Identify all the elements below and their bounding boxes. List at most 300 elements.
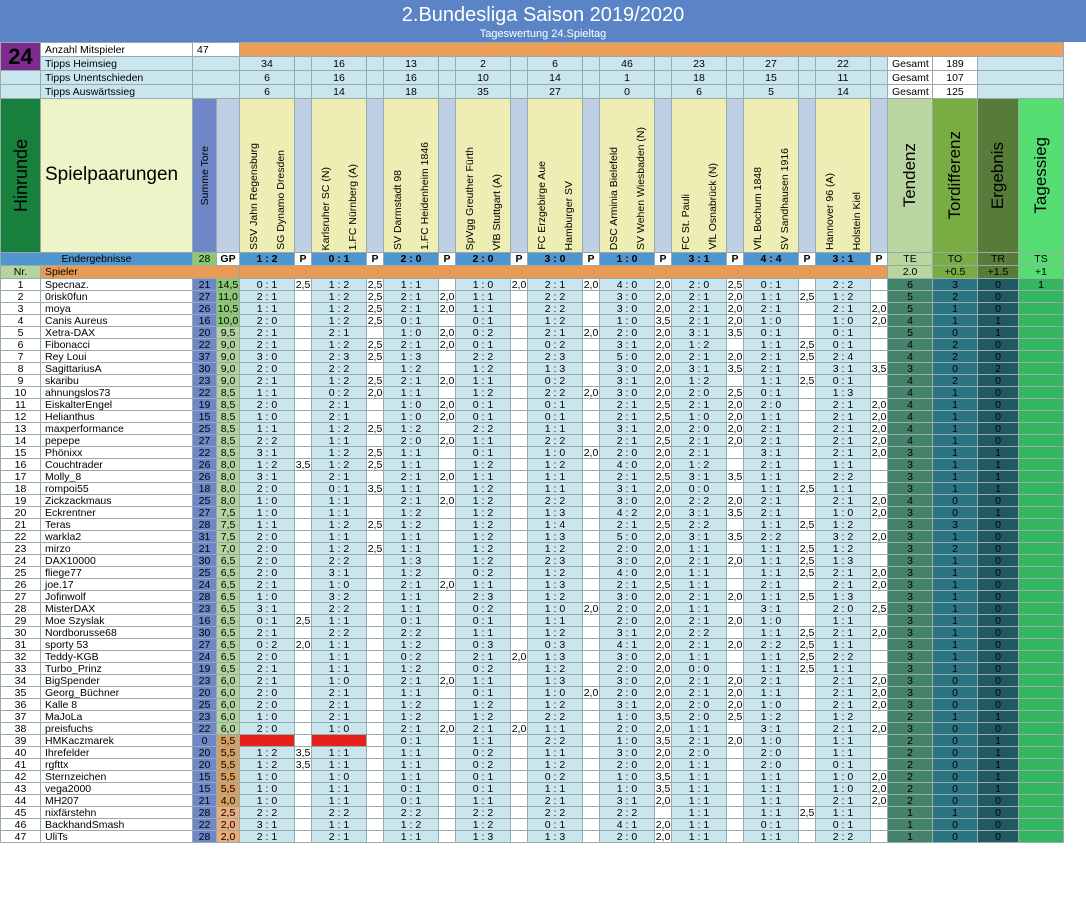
player-to: 0 bbox=[933, 831, 978, 843]
away-team: 1.FC Nürnberg (A) bbox=[346, 163, 359, 250]
player-tip: 1 : 0 bbox=[240, 495, 295, 507]
player-tip: 1 : 1 bbox=[528, 783, 583, 795]
player-to: 0 bbox=[933, 675, 978, 687]
player-tip-points: 2,0 bbox=[655, 482, 671, 495]
player-to: 1 bbox=[933, 627, 978, 639]
match-result: 3 : 1 bbox=[672, 253, 727, 266]
player-nr: 18 bbox=[1, 483, 41, 495]
player-tip-points: 3,5 bbox=[727, 326, 743, 339]
hinrunde-label: Hinrunde bbox=[10, 138, 31, 213]
player-te: 3 bbox=[888, 531, 933, 543]
player-tip-points bbox=[727, 663, 744, 675]
player-tip: 0 : 2 bbox=[456, 759, 511, 771]
player-goals: 28 bbox=[193, 591, 217, 603]
player-tr: 0 bbox=[978, 495, 1019, 507]
player-tip-points: 2,5 bbox=[799, 482, 815, 495]
player-tip-points: 2,5 bbox=[799, 290, 815, 303]
player-tip-points: 2,0 bbox=[439, 578, 455, 591]
player-points: 2,0 bbox=[217, 819, 240, 831]
player-te: 2 bbox=[888, 759, 933, 771]
player-tip-points bbox=[295, 687, 312, 699]
table-row bbox=[1, 603, 1064, 615]
player-tip: 2 : 0 bbox=[600, 759, 655, 771]
player-tip: 1 : 1 bbox=[312, 639, 367, 651]
table-row bbox=[1, 555, 1064, 567]
player-points: 5,5 bbox=[217, 783, 240, 795]
player-goals: 30 bbox=[193, 627, 217, 639]
player-tip: 2 : 1 bbox=[816, 675, 871, 687]
player-to: 1 bbox=[933, 303, 978, 315]
player-tip-points: 2,5 bbox=[799, 650, 815, 663]
player-nr: 29 bbox=[1, 615, 41, 627]
player-tip-points: 2,0 bbox=[655, 386, 671, 399]
endergebnisse-label: Endergebnisse bbox=[1, 253, 193, 266]
tip-count-draw: 14 bbox=[528, 71, 583, 85]
player-tip: 3 : 1 bbox=[744, 723, 799, 735]
player-tip: 2 : 2 bbox=[312, 603, 367, 615]
player-tip-points bbox=[511, 387, 528, 399]
match-header bbox=[672, 99, 727, 253]
player-tr: 0 bbox=[978, 279, 1019, 291]
player-tip: 2 : 0 bbox=[600, 831, 655, 843]
player-points: 5,5 bbox=[217, 735, 240, 747]
player-tip: 2 : 1 bbox=[816, 423, 871, 435]
player-goals: 22 bbox=[193, 339, 217, 351]
player-tip-points: 2,5 bbox=[367, 518, 383, 531]
player-tip-points bbox=[295, 447, 312, 459]
nr-header: Nr. bbox=[1, 266, 41, 279]
player-tip: 1 : 2 bbox=[312, 519, 367, 531]
table-row bbox=[1, 795, 1064, 807]
player-tr: 0 bbox=[978, 687, 1019, 699]
player-to: 1 bbox=[933, 567, 978, 579]
player-ts bbox=[1019, 687, 1064, 699]
player-tip-points bbox=[727, 807, 744, 819]
player-tip: 1 : 0 bbox=[240, 771, 295, 783]
player-to: 0 bbox=[933, 723, 978, 735]
home-team: FC Erzgebirge Aue bbox=[535, 161, 548, 250]
player-tip: 1 : 3 bbox=[528, 651, 583, 663]
player-ts bbox=[1019, 795, 1064, 807]
away-team: Hamburger SV bbox=[562, 180, 575, 250]
player-tip: 3 : 0 bbox=[600, 495, 655, 507]
tip-gap bbox=[799, 85, 816, 99]
player-tip-points bbox=[295, 663, 312, 675]
player-tip: 1 : 1 bbox=[744, 519, 799, 531]
player-tip-points bbox=[511, 783, 528, 795]
player-tip-points bbox=[871, 327, 888, 339]
player-tr: 1 bbox=[978, 783, 1019, 795]
player-tip-points bbox=[295, 699, 312, 711]
player-tip-points: 2,0 bbox=[655, 278, 671, 291]
table-row bbox=[1, 579, 1064, 591]
gp-header bbox=[217, 99, 240, 253]
player-tip-points: 2,0 bbox=[655, 638, 671, 651]
tip-count-home: 34 bbox=[240, 57, 295, 71]
player-tip: 2 : 1 bbox=[600, 519, 655, 531]
tip-count-home: 2 bbox=[456, 57, 511, 71]
player-tip-points: 2,0 bbox=[583, 602, 599, 615]
player-tip: 1 : 1 bbox=[672, 819, 727, 831]
tip-gap bbox=[799, 57, 816, 71]
player-goals: 30 bbox=[193, 555, 217, 567]
player-tip: 2 : 1 bbox=[744, 579, 799, 591]
player-tip: 2 : 1 bbox=[816, 687, 871, 699]
player-tip-points bbox=[583, 519, 600, 531]
player-points: 8,5 bbox=[217, 411, 240, 423]
player-to: 1 bbox=[933, 555, 978, 567]
player-tip-points: 2,0 bbox=[439, 326, 455, 339]
player-tip: 3 : 1 bbox=[240, 819, 295, 831]
player-tip: 2 : 2 bbox=[816, 471, 871, 483]
player-tip-points bbox=[727, 723, 744, 735]
player-ts bbox=[1019, 351, 1064, 363]
player-tr: 0 bbox=[978, 519, 1019, 531]
player-tip: 2 : 0 bbox=[672, 711, 727, 723]
player-tip: 1 : 1 bbox=[456, 675, 511, 687]
player-points: 8,5 bbox=[217, 423, 240, 435]
player-tip-points: 2,0 bbox=[439, 290, 455, 303]
player-tip-points: 2,0 bbox=[367, 386, 383, 399]
player-tip: 2 : 1 bbox=[672, 399, 727, 411]
player-tip-points: 2,0 bbox=[655, 674, 671, 687]
player-tip-points bbox=[367, 399, 384, 411]
player-te: 3 bbox=[888, 675, 933, 687]
player-tip-points bbox=[583, 423, 600, 435]
player-tip-points bbox=[511, 435, 528, 447]
player-points: 7,5 bbox=[217, 531, 240, 543]
player-tip: 2 : 2 bbox=[240, 435, 295, 447]
player-to: 2 bbox=[933, 351, 978, 363]
match-result: 2 : 0 bbox=[456, 253, 511, 266]
player-tip-points bbox=[295, 555, 312, 567]
player-tip: 1 : 0 bbox=[312, 723, 367, 735]
player-tip-points bbox=[367, 615, 384, 627]
tip-gap bbox=[511, 57, 528, 71]
te-weight: 2.0 bbox=[888, 266, 933, 279]
player-te: 4 bbox=[888, 375, 933, 387]
player-tip-points: 2,0 bbox=[655, 542, 671, 555]
points-label: P bbox=[583, 253, 600, 266]
player-tip: 1 : 2 bbox=[528, 699, 583, 711]
player-tip: 2 : 2 bbox=[312, 807, 367, 819]
player-tip: 1 : 1 bbox=[240, 387, 295, 399]
table-row bbox=[1, 291, 1064, 303]
player-to: 1 bbox=[933, 471, 978, 483]
player-points: 8,5 bbox=[217, 387, 240, 399]
player-tip-points bbox=[367, 723, 384, 735]
player-tip-points bbox=[511, 399, 528, 411]
table-row bbox=[1, 471, 1064, 483]
player-tip-points bbox=[871, 555, 888, 567]
player-tip: 0 : 1 bbox=[744, 387, 799, 399]
player-tip: 1 : 1 bbox=[672, 567, 727, 579]
player-tip-points bbox=[511, 735, 528, 747]
player-tr: 1 bbox=[978, 735, 1019, 747]
player-tip: 2 : 1 bbox=[600, 579, 655, 591]
player-tip: 1 : 1 bbox=[384, 279, 439, 291]
player-nr: 5 bbox=[1, 327, 41, 339]
player-tip-points bbox=[439, 279, 456, 291]
player-to: 0 bbox=[933, 747, 978, 759]
player-points: 5,5 bbox=[217, 759, 240, 771]
player-tip: 1 : 1 bbox=[528, 471, 583, 483]
player-tip: 2 : 1 bbox=[384, 375, 439, 387]
player-tip: 1 : 1 bbox=[744, 291, 799, 303]
player-tip-points bbox=[871, 279, 888, 291]
player-tip: 5 : 0 bbox=[600, 351, 655, 363]
player-tip: 4 : 2 bbox=[600, 507, 655, 519]
player-nr: 22 bbox=[1, 531, 41, 543]
player-nr: 40 bbox=[1, 747, 41, 759]
player-tip-points bbox=[871, 807, 888, 819]
player-goals: 23 bbox=[193, 375, 217, 387]
player-points: 10,5 bbox=[217, 302, 239, 315]
player-tip-points bbox=[727, 627, 744, 639]
player-tip-points: 2,0 bbox=[655, 458, 671, 471]
player-tip-points bbox=[799, 747, 816, 759]
player-tip-points: 2,5 bbox=[799, 542, 815, 555]
player-tip: 1 : 1 bbox=[528, 615, 583, 627]
player-name: Nordborusse68 bbox=[41, 627, 193, 639]
table-row bbox=[1, 303, 1064, 315]
player-tip-points bbox=[583, 591, 600, 603]
player-tip: 3 : 1 bbox=[312, 567, 367, 579]
player-tip-points bbox=[871, 759, 888, 771]
player-tip: 1 : 2 bbox=[384, 711, 439, 723]
player-goals: 21 bbox=[193, 279, 217, 291]
player-tip-points bbox=[295, 531, 312, 543]
player-tip: 1 : 0 bbox=[816, 507, 871, 519]
player-goals: 22 bbox=[193, 723, 217, 735]
player-tip-points bbox=[439, 711, 456, 723]
player-tip: 3 : 1 bbox=[672, 531, 727, 543]
player-nr: 6 bbox=[1, 339, 41, 351]
player-tip-points: 2,5 bbox=[655, 410, 671, 423]
player-tip-points bbox=[439, 459, 456, 471]
player-tip: 1 : 2 bbox=[384, 699, 439, 711]
player-to: 2 bbox=[933, 543, 978, 555]
table-row bbox=[1, 639, 1064, 651]
player-name: ahnungslos73 bbox=[41, 387, 193, 399]
player-tip-points bbox=[583, 711, 600, 723]
player-tip: 1 : 2 bbox=[312, 447, 367, 459]
player-tip: 0 : 1 bbox=[456, 615, 511, 627]
match-result: 3 : 0 bbox=[528, 253, 583, 266]
player-tip: 1 : 2 bbox=[384, 423, 439, 435]
player-tip-points bbox=[295, 711, 312, 723]
player-goals: 22 bbox=[193, 819, 217, 831]
player-tip-points bbox=[295, 495, 312, 507]
player-nr: 7 bbox=[1, 351, 41, 363]
player-points: 7,5 bbox=[217, 519, 240, 531]
tip-gap bbox=[367, 71, 384, 85]
player-tip-points bbox=[511, 795, 528, 807]
player-points: 8,0 bbox=[217, 495, 240, 507]
player-to: 1 bbox=[933, 603, 978, 615]
player-tip: 0 : 3 bbox=[528, 639, 583, 651]
player-tip: 1 : 1 bbox=[384, 447, 439, 459]
player-tip: 2 : 3 bbox=[528, 351, 583, 363]
away-team: VfL Osnabrück (N) bbox=[706, 163, 719, 250]
player-tip-points: 2,0 bbox=[655, 746, 671, 759]
player-tip: 1 : 2 bbox=[528, 315, 583, 327]
player-tip: 1 : 1 bbox=[312, 507, 367, 519]
player-tip-points bbox=[511, 675, 528, 687]
player-te: 3 bbox=[888, 447, 933, 459]
player-tip-points: 2,5 bbox=[871, 602, 887, 615]
player-tip-points bbox=[439, 387, 456, 399]
tip-gap bbox=[655, 57, 672, 71]
player-tip: 2 : 0 bbox=[600, 327, 655, 339]
player-te: 2 bbox=[888, 795, 933, 807]
player-tip: 3 : 0 bbox=[600, 747, 655, 759]
player-te: 5 bbox=[888, 327, 933, 339]
player-tip-points bbox=[727, 483, 744, 495]
player-tip: 1 : 1 bbox=[744, 483, 799, 495]
player-tr: 0 bbox=[978, 675, 1019, 687]
player-tip-points bbox=[511, 483, 528, 495]
player-te: 5 bbox=[888, 291, 933, 303]
player-tip: 1 : 1 bbox=[384, 771, 439, 783]
player-tip-points bbox=[439, 363, 456, 375]
player-tip-points bbox=[727, 831, 744, 843]
match-points-header bbox=[799, 99, 816, 253]
player-tip: 1 : 1 bbox=[744, 771, 799, 783]
player-tip-points bbox=[367, 555, 384, 567]
player-name: DAX10000 bbox=[41, 555, 193, 567]
player-name: Molly_8 bbox=[41, 471, 193, 483]
player-tip-points bbox=[511, 819, 528, 831]
player-tip: 2 : 4 bbox=[816, 351, 871, 363]
player-tip: 1 : 2 bbox=[312, 423, 367, 435]
player-tip-points bbox=[367, 639, 384, 651]
player-name: moya bbox=[41, 303, 193, 315]
player-te: 3 bbox=[888, 555, 933, 567]
player-tip: 1 : 1 bbox=[240, 519, 295, 531]
player-name: joe.17 bbox=[41, 579, 193, 591]
player-tip-points: 2,0 bbox=[439, 302, 455, 315]
player-tip-points bbox=[511, 567, 528, 579]
player-tip-points bbox=[871, 291, 888, 303]
player-ts bbox=[1019, 579, 1064, 591]
player-to: 0 bbox=[933, 735, 978, 747]
player-points: 6,0 bbox=[217, 723, 240, 735]
tip-count-home: 46 bbox=[600, 57, 655, 71]
player-tip: 1 : 1 bbox=[672, 807, 727, 819]
tagessieg-header bbox=[1019, 99, 1064, 253]
player-tip: 3 : 1 bbox=[744, 447, 799, 459]
player-goals: 24 bbox=[193, 579, 217, 591]
player-tr: 0 bbox=[978, 639, 1019, 651]
player-tip-points: 3,5 bbox=[727, 506, 743, 519]
player-tip: 1 : 1 bbox=[312, 615, 367, 627]
player-tip-points bbox=[367, 711, 384, 723]
player-tip-points: 2,5 bbox=[367, 290, 383, 303]
player-tr: 1 bbox=[978, 447, 1019, 459]
player-tip: 0 : 1 bbox=[744, 327, 799, 339]
player-tip: 4 : 0 bbox=[600, 459, 655, 471]
player-tip-points bbox=[799, 699, 816, 711]
player-tr: 0 bbox=[978, 351, 1019, 363]
points-label: P bbox=[367, 253, 384, 266]
player-tip-points bbox=[727, 651, 744, 663]
player-tip: 0 : 3 bbox=[456, 639, 511, 651]
player-points: 6,5 bbox=[217, 579, 240, 591]
player-tip-points: 2,0 bbox=[727, 398, 743, 411]
player-tip: 1 : 2 bbox=[816, 291, 871, 303]
player-te: 3 bbox=[888, 363, 933, 375]
player-tip: 2 : 2 bbox=[744, 639, 799, 651]
player-tip-points bbox=[367, 411, 384, 423]
player-tip: 2 : 1 bbox=[672, 351, 727, 363]
player-nr: 34 bbox=[1, 675, 41, 687]
player-tip-points: 2,5 bbox=[367, 422, 383, 435]
player-tip-points bbox=[439, 735, 456, 747]
player-tip-points bbox=[799, 831, 816, 843]
tip-count-draw: 16 bbox=[384, 71, 439, 85]
player-tip-points bbox=[295, 819, 312, 831]
player-tr: 0 bbox=[978, 699, 1019, 711]
player-tip: 1 : 1 bbox=[384, 591, 439, 603]
player-tip: 2 : 0 bbox=[600, 603, 655, 615]
match-result: 3 : 1 bbox=[816, 253, 871, 266]
player-tip: 2 : 1 bbox=[384, 495, 439, 507]
player-points: 6,5 bbox=[217, 651, 240, 663]
player-tip: 2 : 1 bbox=[816, 435, 871, 447]
points-label: P bbox=[799, 253, 816, 266]
player-tip: 0 : 1 bbox=[816, 327, 871, 339]
tordifferenz-header bbox=[933, 99, 978, 253]
player-tip-points bbox=[799, 363, 816, 375]
player-tip: 2 : 1 bbox=[816, 723, 871, 735]
player-tip: 1 : 0 bbox=[744, 615, 799, 627]
player-goals: 37 bbox=[193, 351, 217, 363]
player-tip: 2 : 1 bbox=[312, 411, 367, 423]
player-ts bbox=[1019, 567, 1064, 579]
player-tip: 1 : 2 bbox=[816, 519, 871, 531]
player-te: 4 bbox=[888, 399, 933, 411]
player-tip: 2 : 0 bbox=[672, 279, 727, 291]
tip-gap bbox=[511, 85, 528, 99]
player-tip: 2 : 0 bbox=[600, 723, 655, 735]
player-nr: 23 bbox=[1, 543, 41, 555]
player-te: 1 bbox=[888, 807, 933, 819]
player-te: 5 bbox=[888, 303, 933, 315]
player-tip-points: 2,5 bbox=[799, 518, 815, 531]
player-tip: 1 : 1 bbox=[672, 783, 727, 795]
player-tip: 2 : 1 bbox=[672, 735, 727, 747]
player-tip-points: 2,5 bbox=[655, 578, 671, 591]
player-tip: 1 : 2 bbox=[528, 459, 583, 471]
player-tip: 1 : 2 bbox=[456, 387, 511, 399]
player-tip: 2 : 2 bbox=[528, 735, 583, 747]
player-nr: 15 bbox=[1, 447, 41, 459]
player-name: Helianthus bbox=[41, 411, 193, 423]
tip-count-draw: 10 bbox=[456, 71, 511, 85]
player-tip: 1 : 1 bbox=[672, 771, 727, 783]
tip-gap bbox=[655, 71, 672, 85]
player-tr: 0 bbox=[978, 627, 1019, 639]
player-tip-points: 2,0 bbox=[871, 674, 887, 687]
player-tip: 0 : 1 bbox=[744, 279, 799, 291]
player-tip: 1 : 2 bbox=[816, 711, 871, 723]
player-tip: 3 : 2 bbox=[312, 591, 367, 603]
player-tip: 1 : 0 bbox=[600, 735, 655, 747]
player-tip: 3 : 1 bbox=[240, 447, 295, 459]
player-points: 6,5 bbox=[217, 603, 240, 615]
player-nr: 24 bbox=[1, 555, 41, 567]
